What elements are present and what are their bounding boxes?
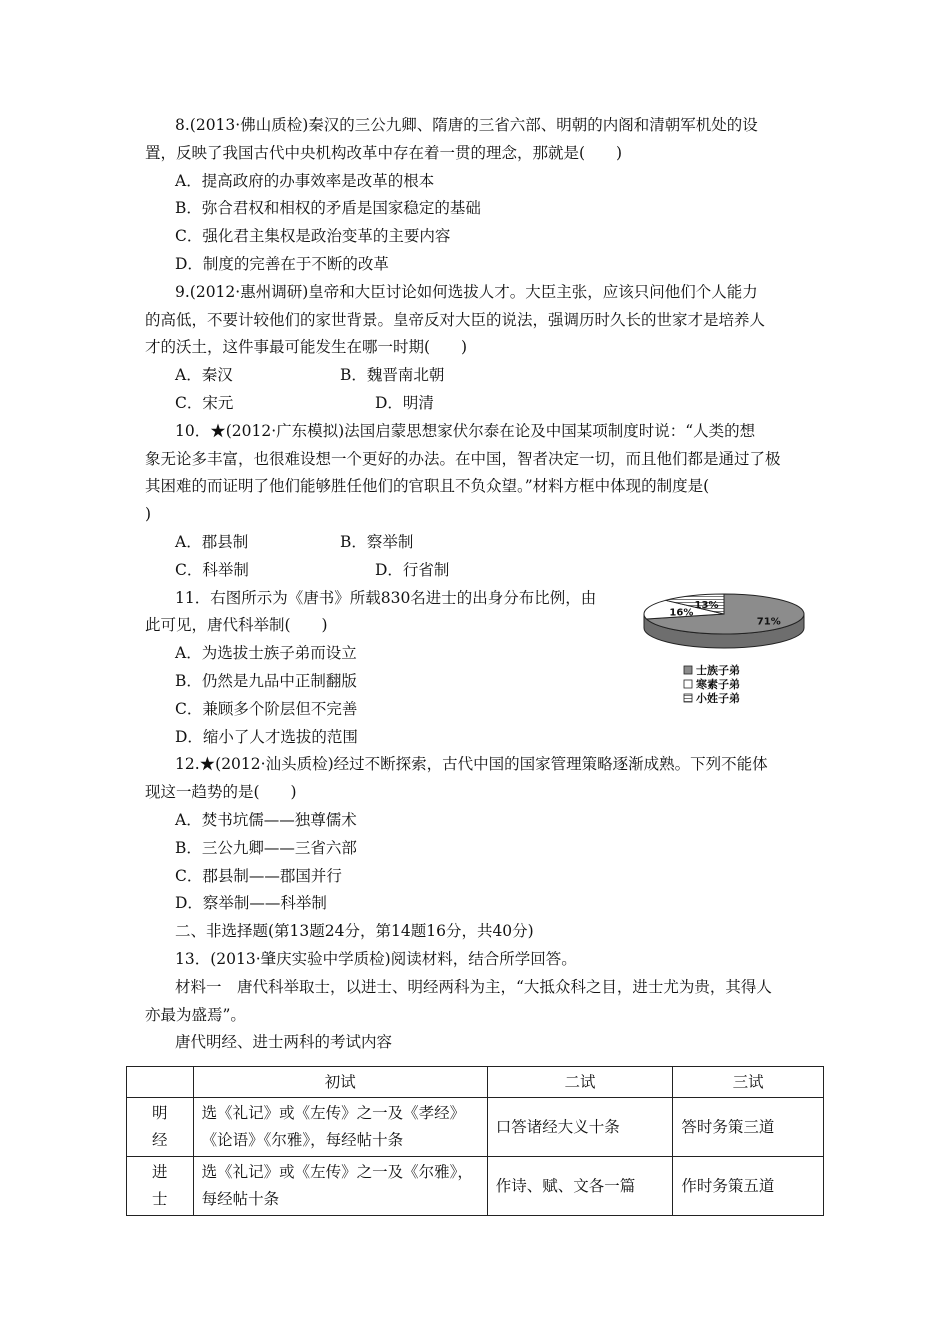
- q8-option-a: A．提高政府的办事效率是改革的根本: [175, 171, 435, 190]
- table-header-first-exam: 初试: [193, 1067, 487, 1098]
- q10-line4: ): [145, 505, 152, 524]
- q12-line1: 12.★(2012·汕头质检)经过不断探索，古代中国的国家管理策略逐渐成熟。下列不能体: [175, 755, 768, 774]
- table-cell: 作时务策五道: [673, 1157, 824, 1216]
- q8-line2: 置，反映了我国古代中央机构改革中存在着一贯的理念，那就是( ): [145, 143, 623, 162]
- cell-line: 《论语》《尔雅》，每经帖十条: [201, 1131, 404, 1149]
- row-label-char: 明: [152, 1104, 168, 1122]
- q9-option-b: B．魏晋南北朝: [340, 366, 445, 385]
- row-label-char: 进: [152, 1163, 168, 1181]
- q11-line2: 此可见，唐代科举制( ): [145, 616, 328, 635]
- cell-line: 选《礼记》或《左传》之一及《尔雅》，: [201, 1163, 473, 1181]
- table-cell: 口答诸经大义十条: [487, 1098, 673, 1157]
- q9-line2: 的高低，不要计较他们的家世背景。皇帝反对大臣的说法，强调历时久长的世家才是培养人: [145, 310, 766, 329]
- q12-option-c: C．郡县制——郡国并行: [175, 866, 342, 885]
- row-label-char: 经: [152, 1131, 168, 1149]
- section-heading: 二、非选择题(第13题24分，第14题16分，共40分): [175, 922, 534, 941]
- q9-option-c: C．宋元: [175, 393, 234, 412]
- table-title: 唐代明经、进士两科的考试内容: [175, 1033, 393, 1052]
- pie-slice-label: 13%: [694, 599, 719, 611]
- q10-option-b: B．察举制: [340, 532, 414, 551]
- q13-material1-line2: 亦最为盛焉”。: [145, 1005, 246, 1024]
- q8-option-d: D．制度的完善在于不断的改革: [175, 254, 389, 273]
- q8-option-c: C．强化君主集权是政治变革的主要内容: [175, 227, 451, 246]
- q8-line1: 8.(2013·佛山质检)秦汉的三公九卿、隋唐的三省六部、明朝的内阁和清朝军机处的设: [175, 116, 758, 134]
- pie-slice-label: 16%: [669, 607, 694, 619]
- q10-options-row1: [145, 529, 810, 557]
- legend-swatch: [684, 680, 692, 688]
- q12-option-a: A．焚书坑儒——独尊儒术: [175, 810, 357, 829]
- q12-option-b: B．三公九卿——三省六部: [175, 838, 357, 857]
- row-label-jinshi: [127, 1157, 194, 1216]
- q10-option-d: D．行省制: [375, 560, 450, 579]
- q10-option-a: A．郡县制: [175, 532, 249, 551]
- q13-material1-line1: 材料一 唐代科举取士，以进士、明经两科为主，“大抵众科之目，进士尤为贵，其得人: [175, 977, 772, 996]
- q9-option-a: A．秦汉: [175, 366, 233, 385]
- q9-options-row2: [145, 390, 810, 418]
- legend-swatch: [684, 694, 692, 702]
- q9-line1: 9.(2012·惠州调研)皇帝和大臣讨论如何选拔人才。大臣主张，应该只问他们个人能力: [175, 282, 758, 301]
- q10-line1: 10．★(2012·广东模拟)法国启蒙思想家伏尔泰在论及中国某项制度时说：“人类的想: [175, 421, 756, 440]
- q12-line2: 现这一趋势的是( ): [145, 783, 297, 802]
- table-header-second-exam: 二试: [487, 1067, 673, 1098]
- table-header-blank: [127, 1067, 194, 1098]
- row-label-char: 士: [152, 1190, 168, 1208]
- chart-legend: [684, 663, 740, 705]
- q11-option-d: D．缩小了人才选拔的范围: [175, 727, 358, 746]
- row-label-mingjing: [127, 1098, 194, 1157]
- q11-line1: 11．右图所示为《唐书》所载830名进士的出身分布比例，由: [175, 588, 597, 607]
- cell-line: 选《礼记》或《左传》之一及《孝经》: [201, 1104, 466, 1122]
- table-header-row: [127, 1067, 824, 1098]
- table-cell: [193, 1098, 487, 1157]
- q10-line3: 其困难的而证明了他们能够胜任他们的官职且不负众望。”材料方框中体现的制度是(: [145, 477, 710, 496]
- q9-options-row1: [145, 362, 810, 390]
- legend-label: 小姓子弟: [696, 692, 740, 705]
- q10-options-row2: [145, 557, 810, 585]
- legend-label: 士族子弟: [696, 664, 740, 677]
- q9-option-d: D．明清: [375, 393, 434, 412]
- table-cell: 答时务策三道: [673, 1098, 824, 1157]
- q11-option-b: B．仍然是九品中正制翻版: [175, 671, 357, 690]
- q11-option-c: C．兼顾多个阶层但不完善: [175, 699, 358, 718]
- q12-option-d: D．察举制——科举制: [175, 894, 327, 913]
- pie-chart: [632, 592, 812, 722]
- q9-line3: 才的沃土，这件事最可能发生在哪一时期( ): [145, 338, 468, 357]
- table-row: [127, 1098, 824, 1157]
- table-cell: [193, 1157, 487, 1216]
- q8-option-b: B．弥合君权和相权的矛盾是国家稳定的基础: [175, 199, 481, 218]
- pie-slice-label: 71%: [756, 616, 781, 628]
- legend-label: 寒素子弟: [696, 678, 740, 691]
- legend-swatch: [684, 666, 692, 674]
- table-header-third-exam: 三试: [673, 1067, 824, 1098]
- q13-line1: 13．(2013·肇庆实验中学质检)阅读材料，结合所学回答。: [175, 949, 577, 968]
- pie-group: [644, 594, 804, 648]
- table-row: [127, 1157, 824, 1216]
- exam-page: [145, 112, 810, 1057]
- table-cell: 作诗、赋、文各一篇: [487, 1157, 673, 1216]
- q10-option-c: C．科举制: [175, 560, 249, 579]
- q11-option-a: A．为选拔士族子弟而设立: [175, 644, 357, 663]
- cell-line: 每经帖十条: [201, 1190, 280, 1208]
- q10-line2: 象无论多丰富，也很难设想一个更好的办法。在中国，智者决定一切，而且他们都是通过了极: [145, 449, 781, 468]
- exam-content-table: [126, 1066, 824, 1216]
